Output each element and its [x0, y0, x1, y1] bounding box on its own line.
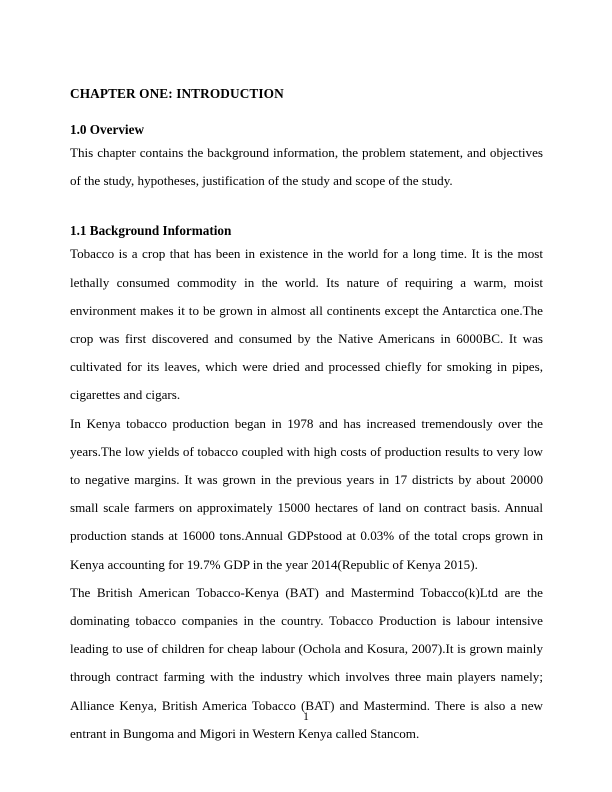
section-overview — [70, 121, 543, 196]
paragraph: This chapter contains the background information, the problem statement, and objectives of the study, hypotheses, justification of the study and scope of the study. — [70, 144, 543, 188]
page-number: 1 — [303, 711, 309, 723]
chapter-title: CHAPTER ONE: INTRODUCTION — [70, 86, 284, 101]
section-background-information — [70, 222, 543, 748]
paragraph: Tobacco is a crop that has been in existence in the world for a long time. It is the most lethally consumed commodity in the world. Its nature of requiring a warm, moist environment makes it to be grown in almost all continents except the Antarctica one.The crop was first discovered and consumed by the Native Americans in 6000BC. It was cultivated for its leaves, which were dried and processed chiefly for smoking in pipes, cigarettes and cigars. — [70, 246, 543, 403]
page-content — [70, 86, 543, 748]
paragraph: In Kenya tobacco production began in 1978 and has increased tremendously over the years.The low yields of tobacco coupled with high costs of production results to very low to negative margins. It was grown in the previous years in 17 districts by about 20000 small scale farmers on approximately 15000 hectares of land on contract basis. Annual production stands at 16000 tons.Annual GDPstood at 0.03% of the total crops grown in Kenya accounting for 19.7% GDP in the year 2014(Republic of Kenya 2015). — [70, 415, 543, 572]
paragraph: The British American Tobacco-Kenya (BAT) and Mastermind Tobacco(k)Ltd are the dominating tobacco companies in the country. Tobacco Production is labour intensive leading to use of children for cheap labour (Ochola and Kosura, 2007).It is grown mainly through contract farming with the industry which involves three main players namely; Alliance Kenya, British America Tobacco (BAT) and Mastermind. There is also a new entrant in Bungoma and Migori in Western Kenya called Stancom. — [70, 584, 543, 741]
section-heading-overview: 1.0 Overview — [70, 121, 144, 137]
section-heading-background-information: 1.1 Background Information — [70, 223, 232, 239]
